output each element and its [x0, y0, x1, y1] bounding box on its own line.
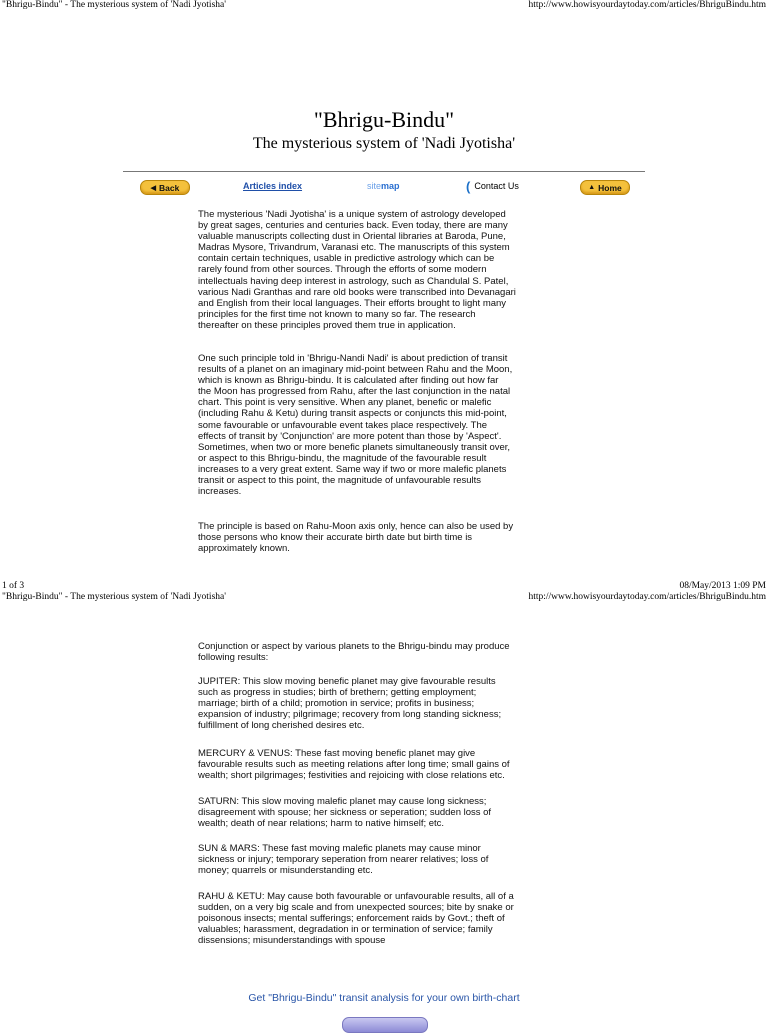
home-button-label: Home — [598, 182, 622, 193]
title-divider — [123, 171, 645, 172]
print-header-url: http://www.howisyourdaytoday.com/articles/BhriguBindu.htm — [528, 592, 766, 602]
house-icon: ▲ — [588, 184, 596, 191]
print-timestamp: 08/May/2013 1:09 PM — [679, 581, 766, 591]
rahu-moon-paragraph: The principle is based on Rahu-Moon axis only, hence can also be used by those persons who know their accurate birth date but birth time is approximately known. — [198, 521, 514, 555]
birth-chart-analysis-link[interactable]: Get "Bhrigu-Bindu" transit analysis for your own birth-chart — [248, 992, 520, 1004]
articles-index-link[interactable]: Articles index — [243, 181, 303, 191]
page-subtitle: The mysterious system of 'Nadi Jyotisha' — [252, 135, 516, 152]
phone-icon: ( — [466, 178, 471, 194]
sitemap-suffix: map — [381, 181, 400, 191]
page-title: "Bhrigu-Bindu" — [313, 107, 455, 132]
saturn-paragraph: SATURN: This slow moving malefic planet may cause long sickness; disagreement with spouse; her sickness or seperation; sudden loss of wealth; death of near relations; harm to native himself; etc. — [198, 796, 492, 830]
left-arrow-icon: ◀ — [150, 184, 157, 192]
home-button[interactable] — [580, 180, 630, 195]
rahu-ketu-paragraph: RAHU & KETU: May cause both favourable or unfavourable results, all of a sudden, on a very big scale and from unexpected sources; bite by snake or poisonous insects; mental sufferings; enforcement raids by Govt.; theft of valuables; harassment, degradation in or termination of service; family dissensions; misunderstandings with spouse — [198, 891, 514, 947]
sitemap-prefix: site — [367, 181, 382, 191]
sun-mars-paragraph: SUN & MARS: These fast moving malefic planets may cause minor sickness or injury; temporary seperation from nearer relatives; loss of money; quarrels or misunderstanding etc. — [198, 843, 489, 877]
print-header — [0, 0, 768, 12]
print-header-title: "Bhrigu-Bindu" - The mysterious system of 'Nadi Jyotisha' — [2, 0, 226, 10]
print-page-count: 1 of 3 — [2, 581, 25, 591]
jupiter-paragraph: JUPITER: This slow moving benefic planet may give favourable results such as progress in studies; birth of brethern; getting employment; marriage; birth of a child; promotion in service; profits in business; expansion of industry; pilgrimage; recovery from long standing sickness; fulfillment of long cherished desires etc. — [198, 676, 502, 732]
sitemap-link[interactable] — [367, 181, 400, 191]
mercury-venus-paragraph: MERCURY & VENUS: These fast moving benefic planet may give favourable results such as meeting relations after long time; small gains of wealth; short pilgrimages; festivities and rejoicing with close relations etc. — [198, 748, 510, 782]
print-header-page-2 — [0, 592, 768, 604]
print-header-url: http://www.howisyourdaytoday.com/articles/BhriguBindu.htm — [528, 0, 766, 10]
contact-us-link[interactable] — [466, 178, 519, 194]
principle-paragraph: One such principle told in 'Bhrigu-Nandi Nadi' is about prediction of transit results of a planet on an imaginary mid-point between Rahu and the Moon, which is known as Bhrigu-bindu. It is calculated after finding out how far the Moon has progressed from Rahu, after the last conjunction in the natal chart. This point is very sensitive. When any planet, benefic or malefic (including Rahu & Ketu) during transit aspects or conjuncts this mid-point, some favourable or unfavourable event takes place respectively. The effects of transit by 'Conjunction' are more potent than those by 'Aspect'. Sometimes, when two or more benefic planets simultaneously transit over, or aspect to this Bhrigu-bindu, the magnitude of the favourable result increases to a very great extent. Same way if two or more malefic planets transit or aspect to this point, the magnitude of unfavourable results increases. — [198, 353, 513, 498]
intro-paragraph: The mysterious 'Nadi Jyotisha' is a unique system of astrology developed by great sages, centuries and centuries back. Even today, there are many valuable manuscripts collecting dust in Oriental libraries at Baroda, Pune, Madras Mysore, Trivandrum, Varanasi etc. The manuscripts of this system contain certain techniques, usable in predictive astrology which can be rarely found from other sources. Through the efforts of some modern intellectuals having deep interest in astrology, such as Chandulal S. Patel, various Nadi Granthas and rare old books were transcribed into Devanagari and English from their local languages. Their efforts brought to light many principles for the first time not known to many so far. The research thereafter on these principles proved them true in application. — [198, 209, 516, 331]
print-header-title: "Bhrigu-Bindu" - The mysterious system of 'Nadi Jyotisha' — [2, 592, 226, 602]
back-button[interactable] — [140, 180, 190, 195]
contact-us-label: Contact Us — [474, 181, 519, 191]
order-button[interactable] — [342, 1017, 428, 1033]
results-intro-paragraph: Conjunction or aspect by various planets to the Bhrigu-bindu may produce following results: — [198, 641, 510, 664]
back-button-label: Back — [159, 182, 180, 193]
